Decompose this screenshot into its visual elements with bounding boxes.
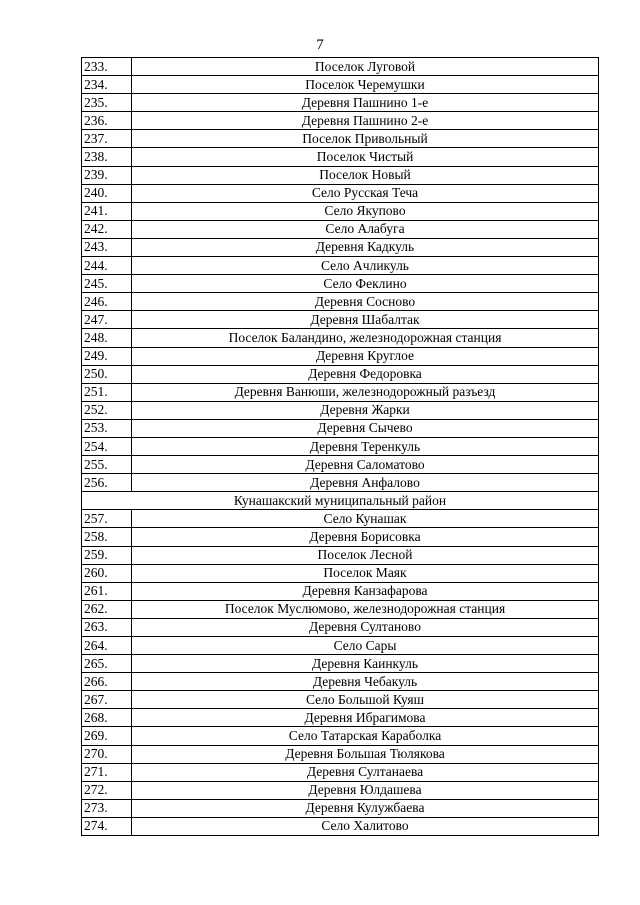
table-row <box>82 437 599 455</box>
table-row <box>82 564 599 582</box>
table-row <box>82 58 599 76</box>
row-number: 233. <box>82 58 132 76</box>
row-number: 258. <box>82 528 132 546</box>
table-row <box>82 799 599 817</box>
settlement-name: Деревня Канзафарова <box>132 582 599 600</box>
settlement-name: Деревня Круглое <box>132 347 599 365</box>
table-row <box>82 474 599 492</box>
settlement-name: Деревня Чебакуль <box>132 673 599 691</box>
table-row <box>82 220 599 238</box>
settlement-name: Село Кунашак <box>132 510 599 528</box>
row-number: 238. <box>82 148 132 166</box>
row-number: 266. <box>82 673 132 691</box>
settlement-name: Село Алабуга <box>132 220 599 238</box>
row-number: 236. <box>82 112 132 130</box>
table-row <box>82 257 599 275</box>
row-number: 253. <box>82 419 132 437</box>
settlement-name: Поселок Чистый <box>132 148 599 166</box>
row-number: 254. <box>82 437 132 455</box>
table-row <box>82 238 599 256</box>
settlement-name: Деревня Ванюши, железнодорожный разъезд <box>132 383 599 401</box>
settlement-name: Деревня Анфалово <box>132 474 599 492</box>
table-row <box>82 546 599 564</box>
settlement-name: Село Феклино <box>132 275 599 293</box>
row-number: 248. <box>82 329 132 347</box>
row-number: 242. <box>82 220 132 238</box>
settlement-name: Село Сары <box>132 637 599 655</box>
settlement-name: Деревня Каинкуль <box>132 655 599 673</box>
row-number: 257. <box>82 510 132 528</box>
row-number: 273. <box>82 799 132 817</box>
row-number: 259. <box>82 546 132 564</box>
section-row <box>82 492 599 510</box>
table-row <box>82 419 599 437</box>
table-row <box>82 112 599 130</box>
row-number: 260. <box>82 564 132 582</box>
settlement-name: Деревня Ибрагимова <box>132 709 599 727</box>
row-number: 265. <box>82 655 132 673</box>
table-row <box>82 655 599 673</box>
settlement-name: Деревня Сычево <box>132 419 599 437</box>
row-number: 255. <box>82 456 132 474</box>
section-heading: Кунашакский муниципальный район <box>82 492 599 510</box>
row-number: 245. <box>82 275 132 293</box>
table-row <box>82 76 599 94</box>
settlement-name: Деревня Федоровка <box>132 365 599 383</box>
settlement-name: Деревня Пашнино 2-е <box>132 112 599 130</box>
row-number: 249. <box>82 347 132 365</box>
row-number: 250. <box>82 365 132 383</box>
settlement-name: Деревня Большая Тюлякова <box>132 745 599 763</box>
table-row <box>82 637 599 655</box>
settlement-name: Село Русская Теча <box>132 184 599 202</box>
settlement-name: Деревня Пашнино 1-е <box>132 94 599 112</box>
settlement-name: Село Халитово <box>132 817 599 835</box>
settlement-name: Деревня Борисовка <box>132 528 599 546</box>
row-number: 243. <box>82 238 132 256</box>
table-row <box>82 401 599 419</box>
row-number: 240. <box>82 184 132 202</box>
settlement-name: Поселок Новый <box>132 166 599 184</box>
table-row <box>82 365 599 383</box>
table-row <box>82 166 599 184</box>
row-number: 239. <box>82 166 132 184</box>
settlement-name: Село Якупово <box>132 202 599 220</box>
settlement-name: Поселок Баландино, железнодорожная станция <box>132 329 599 347</box>
table-row <box>82 275 599 293</box>
settlement-name: Поселок Муслюмово, железнодорожная станция <box>132 600 599 618</box>
table-row <box>82 94 599 112</box>
table-row <box>82 673 599 691</box>
settlement-name: Деревня Кулужбаева <box>132 799 599 817</box>
table-row <box>82 691 599 709</box>
settlement-name: Деревня Кадкуль <box>132 238 599 256</box>
settlement-name: Деревня Султаново <box>132 618 599 636</box>
settlement-name: Деревня Саломатово <box>132 456 599 474</box>
settlement-name: Село Ачликуль <box>132 257 599 275</box>
row-number: 262. <box>82 600 132 618</box>
row-number: 261. <box>82 582 132 600</box>
row-number: 274. <box>82 817 132 835</box>
settlement-name: Село Большой Куяш <box>132 691 599 709</box>
settlement-name: Деревня Султанаева <box>132 763 599 781</box>
table-row <box>82 311 599 329</box>
settlement-name: Деревня Шабалтак <box>132 311 599 329</box>
settlement-name: Поселок Лесной <box>132 546 599 564</box>
table-row <box>82 130 599 148</box>
row-number: 246. <box>82 293 132 311</box>
row-number: 269. <box>82 727 132 745</box>
row-number: 267. <box>82 691 132 709</box>
table-row <box>82 817 599 835</box>
table-row <box>82 293 599 311</box>
row-number: 270. <box>82 745 132 763</box>
table-row <box>82 383 599 401</box>
settlement-name: Поселок Луговой <box>132 58 599 76</box>
table-row <box>82 148 599 166</box>
table-row <box>82 781 599 799</box>
settlement-name: Деревня Юлдашева <box>132 781 599 799</box>
settlements-table-body <box>82 58 599 836</box>
table-row <box>82 528 599 546</box>
row-number: 268. <box>82 709 132 727</box>
table-row <box>82 763 599 781</box>
row-number: 241. <box>82 202 132 220</box>
table-row <box>82 727 599 745</box>
row-number: 271. <box>82 763 132 781</box>
row-number: 272. <box>82 781 132 799</box>
table-row <box>82 600 599 618</box>
settlements-table <box>81 57 599 836</box>
page-number: 7 <box>316 37 324 53</box>
settlement-name: Деревня Теренкуль <box>132 437 599 455</box>
row-number: 244. <box>82 257 132 275</box>
settlement-name: Поселок Привольный <box>132 130 599 148</box>
table-row <box>82 582 599 600</box>
settlement-name: Поселок Черемушки <box>132 76 599 94</box>
settlement-name: Деревня Сосново <box>132 293 599 311</box>
table-row <box>82 709 599 727</box>
row-number: 256. <box>82 474 132 492</box>
table-row <box>82 745 599 763</box>
row-number: 235. <box>82 94 132 112</box>
settlement-name: Село Татарская Караболка <box>132 727 599 745</box>
table-row <box>82 202 599 220</box>
settlement-name: Деревня Жарки <box>132 401 599 419</box>
table-row <box>82 329 599 347</box>
row-number: 251. <box>82 383 132 401</box>
row-number: 252. <box>82 401 132 419</box>
table-row <box>82 184 599 202</box>
settlement-name: Поселок Маяк <box>132 564 599 582</box>
table-row <box>82 510 599 528</box>
row-number: 264. <box>82 637 132 655</box>
row-number: 234. <box>82 76 132 94</box>
table-row <box>82 347 599 365</box>
table-row <box>82 618 599 636</box>
row-number: 263. <box>82 618 132 636</box>
row-number: 237. <box>82 130 132 148</box>
row-number: 247. <box>82 311 132 329</box>
table-row <box>82 456 599 474</box>
